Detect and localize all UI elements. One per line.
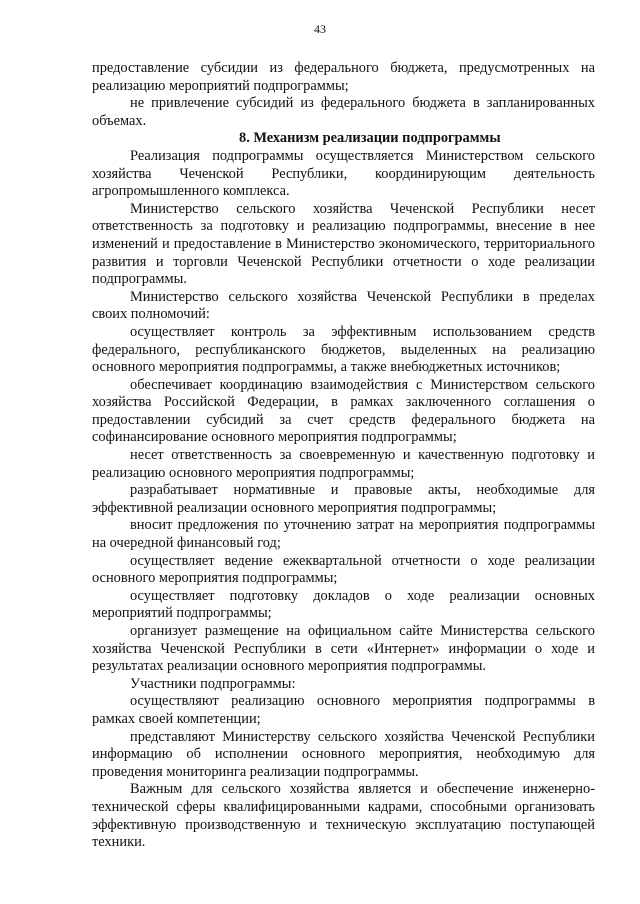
page-number: 43: [314, 22, 326, 36]
list-item: организует размещение на официальном сайте Министерства сельского хозяйства Чеченской Республики в сети «Интернет» информации о ходе и результатах реализации основного мероприятия подпрограммы.: [92, 623, 595, 675]
paragraph: Реализация подпрограммы осуществляется Министерством сельского хозяйства Чеченской Республики, координирующим деятельность агропромышленного комплекса.: [92, 147, 595, 200]
list-item: осуществляет ведение ежеквартальной отчетности о ходе реализации основного мероприятия подпрограммы;: [92, 552, 595, 587]
paragraph: Важным для сельского хозяйства является и обеспечение инженерно-технической сферы квалифицированными кадрами, способными организовать эффективную производственную и техническую эксплуатацию поступающей техники.: [92, 781, 595, 851]
list-item: осуществляют реализацию основного мероприятия подпрограммы в рамках своей компетенции;: [92, 693, 595, 727]
section-heading: 8. Механизм реализации подпрограммы: [239, 130, 501, 147]
paragraph: Министерство сельского хозяйства Чеченской Республики несет ответственность за подготовку и реализацию подпрограммы, внесение в нее изменений и предоставление в Министерство экономического, территориального развития и торговли Чеченской Республики отчетности о ходе реализации подпрограммы.: [92, 200, 595, 288]
paragraph: Участники подпрограммы:: [130, 675, 296, 692]
list-item: несет ответственность за своевременную и качественную подготовку и реализацию основного мероприятия подпрограммы;: [92, 447, 595, 481]
list-item: обеспечивает координацию взаимодействия с Министерством сельского хозяйства Российской Федерации, в рамках заключенного соглашения о предоставлении субсидий за счет средств федерального бюджета на софинансирование основного мероприятия подпрограммы;: [92, 376, 595, 446]
list-item: представляют Министерству сельского хозяйства Чеченской Республики информацию об исполнении основного мероприятия, необходимую для проведения мониторинга реализации подпрограммы.: [92, 728, 595, 780]
list-item: вносит предложения по уточнению затрат на мероприятия подпрограммы на очередной финансовый год;: [92, 517, 595, 552]
list-item: осуществляет подготовку докладов о ходе реализации основных мероприятий подпрограммы;: [92, 587, 595, 622]
paragraph: предоставление субсидии из федерального бюджета, предусмотренных на реализацию мероприятий подпрограммы;: [92, 60, 595, 94]
list-item: осуществляет контроль за эффективным использованием средств федерального, республиканского бюджетов, выделенных на реализацию основного мероприятия подпрограммы, а также внебюджетных источников;: [92, 323, 595, 376]
list-item: разрабатывает нормативные и правовые акты, необходимые для эффективной реализации основного мероприятия подпрограммы;: [92, 482, 595, 516]
document-body: [92, 60, 595, 852]
paragraph: не привлечение субсидий из федерального бюджета в запланированных объемах.: [92, 95, 595, 129]
paragraph: Министерство сельского хозяйства Чеченской Республики в пределах своих полномочий:: [92, 288, 595, 323]
